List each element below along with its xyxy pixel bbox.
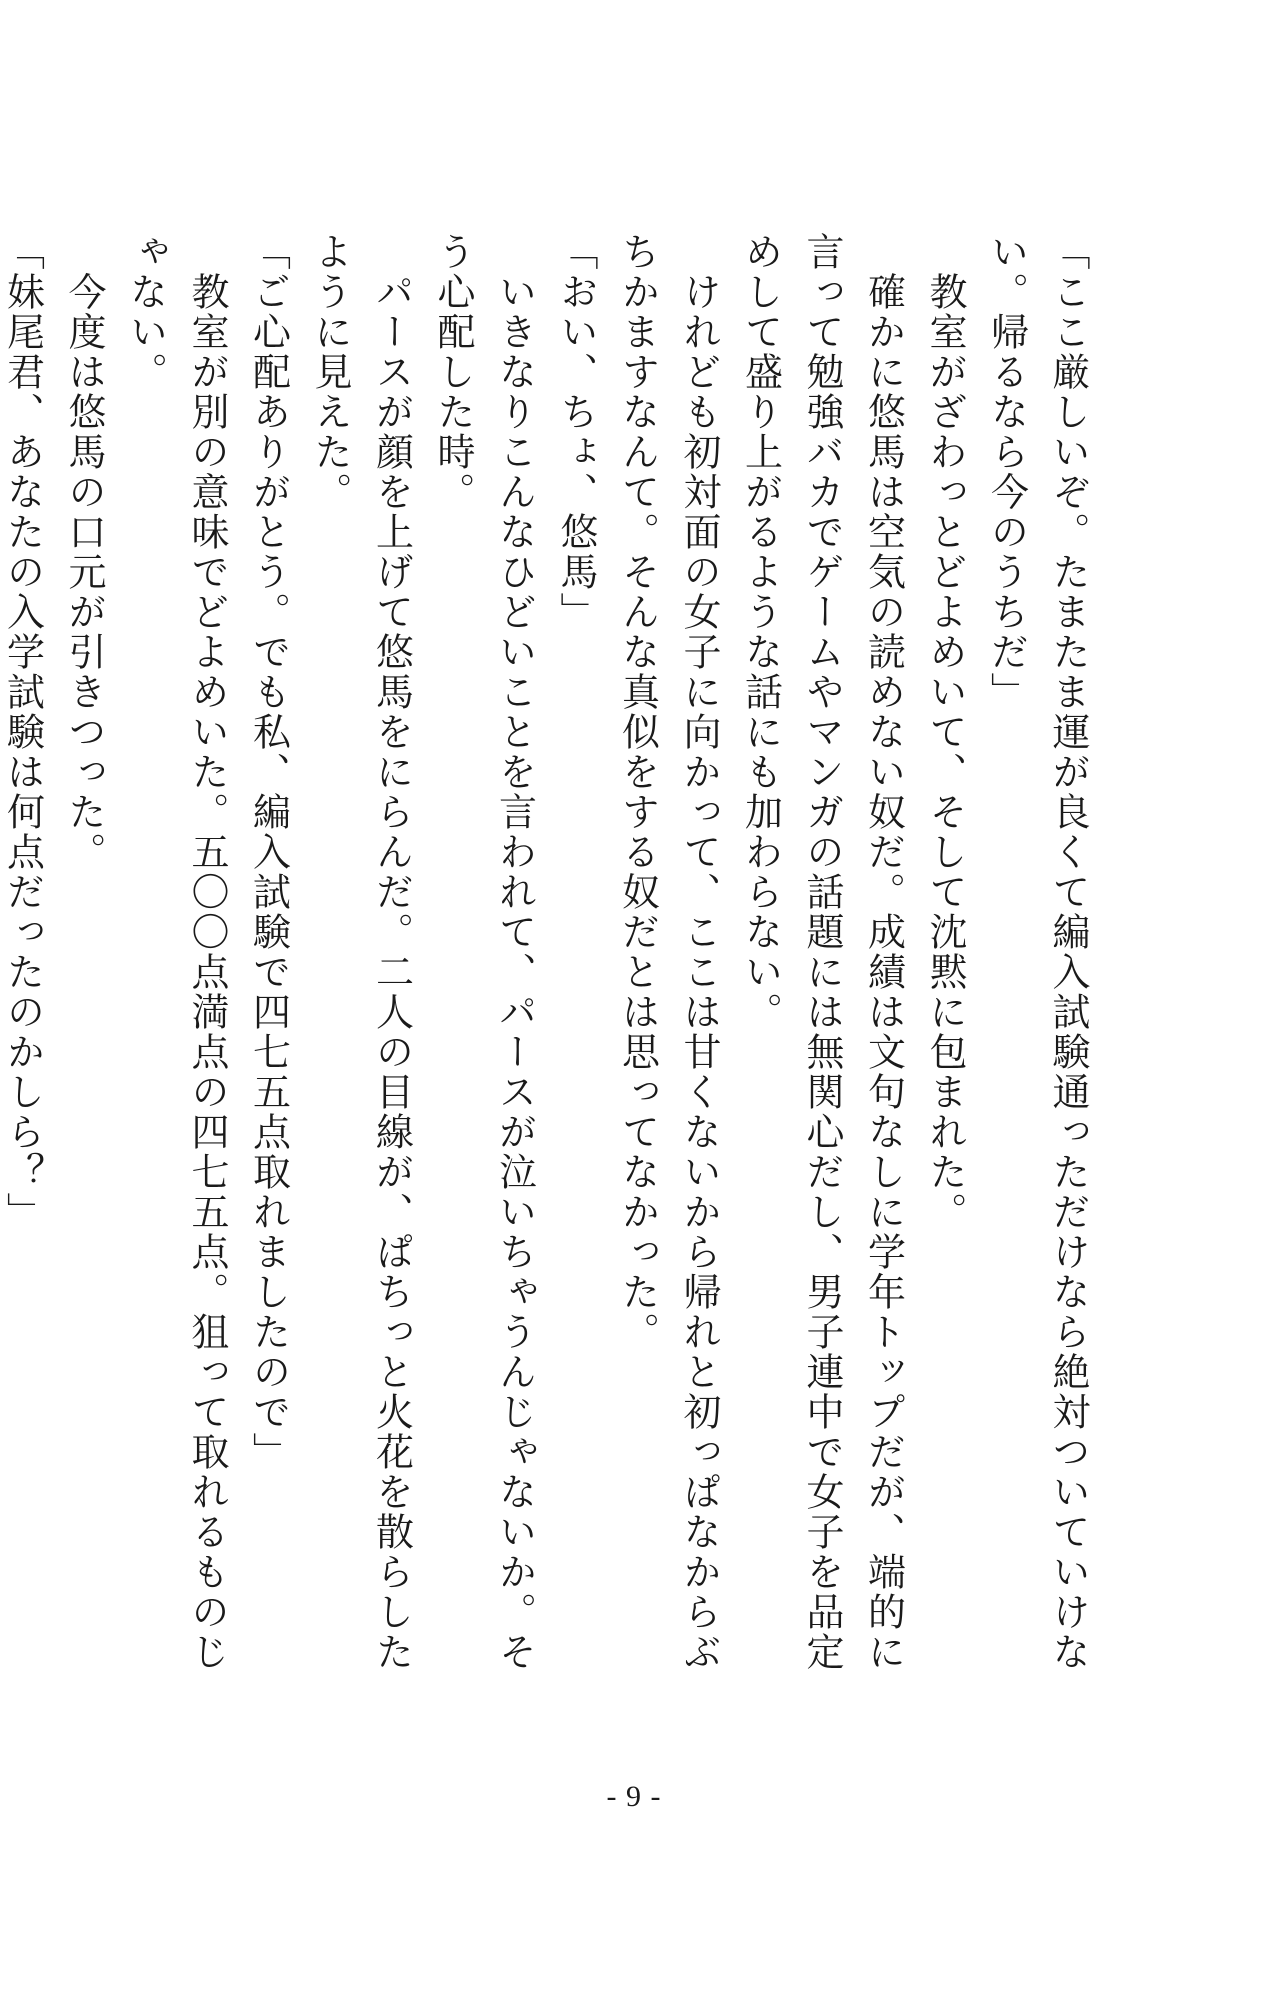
paragraph: 教室がざわっとどよめいて、そして沈黙に包まれた。	[923, 232, 967, 1232]
paragraph: 「おい、ちょ、悠馬」	[554, 232, 598, 632]
paragraph: 「ここ厳しいぞ。たまたま運が良くて編入試験通っただけなら絶対ついていけない。帰るなら今のうちだ」	[984, 232, 1090, 1672]
paragraph: いきなりこんなひどいことを言われて、パースが泣いちゃうんじゃないか。そう心配した時。	[431, 232, 537, 1672]
body-text	[0, 232, 1098, 1702]
paragraph: 「妹尾君、あなたの入学試験は何点だったのかしら？」	[0, 232, 45, 1232]
paragraph: けれども初対面の女子に向かって、ここは甘くないから帰れと初っぱなからぶちかますなんて。そんな真似をする奴だとは思ってなかった。	[615, 232, 721, 1672]
paragraph: 確かに悠馬は空気の読めない奴だ。成績は文句なしに学年トップだが、端的に言って勉強バカでゲームやマンガの話題には無関心だし、男子連中で女子を品定めして盛り上がるような話にも加わらない。	[738, 232, 906, 1672]
paragraph: 教室が別の意味でどよめいた。五〇〇点満点の四七五点。狙って取れるものじゃない。	[123, 232, 229, 1672]
page-number: - 9 -	[606, 1780, 662, 1813]
paragraph: 「ご心配ありがとう。でも私、編入試験で四七五点取れましたので」	[246, 232, 291, 1472]
paragraph: パースが顔を上げて悠馬をにらんだ。二人の目線が、ぱちっと火花を散らしたように見えた。	[308, 232, 414, 1672]
paragraph: 今度は悠馬の口元が引きつった。	[62, 232, 106, 872]
